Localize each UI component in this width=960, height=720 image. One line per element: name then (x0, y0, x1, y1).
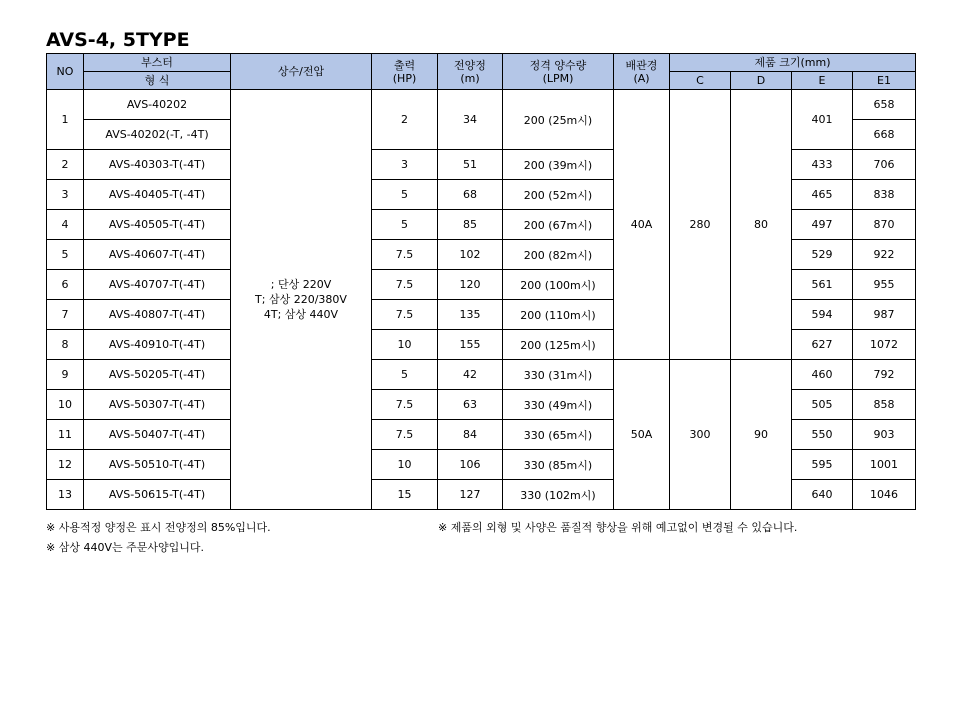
cell-no: 11 (47, 420, 84, 450)
cell-e1: 870 (853, 210, 916, 240)
cell-no: 2 (47, 150, 84, 180)
note-440v: ※ 삼상 440V는 주문사양입니다. (46, 541, 204, 554)
cell-no: 4 (47, 210, 84, 240)
cell-e1: 955 (853, 270, 916, 300)
header-c: C (670, 72, 731, 90)
cell-hp: 7.5 (372, 390, 438, 420)
cell-hp: 5 (372, 180, 438, 210)
cell-flow: 330 (102m시) (503, 480, 614, 510)
cell-head: 120 (438, 270, 503, 300)
cell-head: 135 (438, 300, 503, 330)
cell-hp: 7.5 (372, 240, 438, 270)
cell-e: 550 (792, 420, 853, 450)
cell-hp: 5 (372, 360, 438, 390)
header-head-unit: (m) (460, 71, 480, 85)
cell-e1: 903 (853, 420, 916, 450)
cell-no: 8 (47, 330, 84, 360)
header-booster: 부스터 (84, 54, 231, 72)
header-no: NO (47, 54, 84, 90)
cell-e1: 987 (853, 300, 916, 330)
cell-model: AVS-40910-T(-4T) (84, 330, 231, 360)
header-model: 형 식 (84, 72, 231, 90)
cell-e1: 922 (853, 240, 916, 270)
cell-hp: 7.5 (372, 420, 438, 450)
cell-no: 5 (47, 240, 84, 270)
cell-e1: 1046 (853, 480, 916, 510)
header-flow-unit: (LPM) (542, 71, 574, 85)
cell-e: 594 (792, 300, 853, 330)
header-output (372, 54, 438, 90)
cell-hp: 10 (372, 330, 438, 360)
cell-e: 465 (792, 180, 853, 210)
cell-flow: 200 (110m시) (503, 300, 614, 330)
cell-model: AVS-40405-T(-4T) (84, 180, 231, 210)
cell-pipe: 40A (614, 90, 670, 360)
cell-e1: 838 (853, 180, 916, 210)
header-phase: 상수/전압 (231, 54, 372, 90)
cell-flow: 330 (49m시) (503, 390, 614, 420)
cell-head: 106 (438, 450, 503, 480)
cell-hp: 2 (372, 90, 438, 150)
cell-head: 68 (438, 180, 503, 210)
cell-no: 3 (47, 180, 84, 210)
cell-head: 155 (438, 330, 503, 360)
cell-no: 10 (47, 390, 84, 420)
cell-head: 42 (438, 360, 503, 390)
cell-e: 595 (792, 450, 853, 480)
cell-head: 102 (438, 240, 503, 270)
cell-flow: 200 (82m시) (503, 240, 614, 270)
phase-text (255, 277, 347, 322)
cell-flow: 330 (31m시) (503, 360, 614, 390)
cell-model: AVS-50615-T(-4T) (84, 480, 231, 510)
cell-flow: 200 (125m시) (503, 330, 614, 360)
cell-model: AVS-40505-T(-4T) (84, 210, 231, 240)
header-output-unit: (HP) (392, 71, 417, 85)
cell-head: 34 (438, 90, 503, 150)
cell-e1: 658 (853, 90, 916, 120)
cell-e: 460 (792, 360, 853, 390)
cell-e: 640 (792, 480, 853, 510)
cell-e: 561 (792, 270, 853, 300)
cell-no: 6 (47, 270, 84, 300)
cell-hp: 10 (372, 450, 438, 480)
cell-model: AVS-40607-T(-4T) (84, 240, 231, 270)
cell-e1: 1001 (853, 450, 916, 480)
cell-e: 627 (792, 330, 853, 360)
cell-e: 497 (792, 210, 853, 240)
cell-no: 7 (47, 300, 84, 330)
cell-e1: 668 (853, 120, 916, 150)
cell-c: 280 (670, 90, 731, 360)
cell-model: AVS-50307-T(-4T) (84, 390, 231, 420)
cell-flow: 200 (67m시) (503, 210, 614, 240)
cell-d: 90 (731, 360, 792, 510)
cell-flow: 200 (52m시) (503, 180, 614, 210)
note-head-ratio: ※ 사용적정 양정은 표시 전양정의 85%입니다. (46, 521, 271, 534)
header-d: D (731, 72, 792, 90)
cell-hp: 7.5 (372, 270, 438, 300)
cell-flow: 200 (25m시) (503, 90, 614, 150)
header-e1: E1 (853, 72, 916, 90)
cell-no: 12 (47, 450, 84, 480)
table-row (47, 90, 916, 120)
cell-no: 13 (47, 480, 84, 510)
cell-model: AVS-40807-T(-4T) (84, 300, 231, 330)
header-head-label: 전양정 (454, 58, 486, 72)
table-row (47, 360, 916, 390)
cell-head: 84 (438, 420, 503, 450)
cell-e1: 706 (853, 150, 916, 180)
cell-model: AVS-50205-T(-4T) (84, 360, 231, 390)
phase-line: 4T; 삼상 440V (263, 308, 339, 321)
cell-hp: 15 (372, 480, 438, 510)
cell-head: 85 (438, 210, 503, 240)
cell-model: AVS-40202(-T, -4T) (84, 120, 231, 150)
cell-flow: 200 (39m시) (503, 150, 614, 180)
cell-hp: 3 (372, 150, 438, 180)
cell-model: AVS-40202 (84, 90, 231, 120)
cell-e1: 1072 (853, 330, 916, 360)
cell-hp: 5 (372, 210, 438, 240)
cell-e1: 858 (853, 390, 916, 420)
cell-hp: 7.5 (372, 300, 438, 330)
cell-no: 1 (47, 90, 84, 150)
header-output-label: 출력 (393, 58, 416, 72)
cell-e: 433 (792, 150, 853, 180)
cell-model: AVS-50510-T(-4T) (84, 450, 231, 480)
header-pipe (614, 54, 670, 90)
cell-model: AVS-40707-T(-4T) (84, 270, 231, 300)
cell-d: 80 (731, 90, 792, 360)
cell-flow: 200 (100m시) (503, 270, 614, 300)
cell-e: 401 (792, 90, 853, 150)
cell-phase-voltage (231, 90, 372, 510)
header-pipe-unit: (A) (633, 71, 650, 85)
spec-table (46, 53, 916, 510)
cell-head: 127 (438, 480, 503, 510)
cell-pipe: 50A (614, 360, 670, 510)
header-flow (503, 54, 614, 90)
cell-e: 505 (792, 390, 853, 420)
header-flow-label: 정격 양수량 (529, 58, 587, 72)
page-title: AVS-4, 5TYPE (46, 29, 190, 51)
cell-model: AVS-50407-T(-4T) (84, 420, 231, 450)
cell-e1: 792 (853, 360, 916, 390)
header-e: E (792, 72, 853, 90)
cell-model: AVS-40303-T(-4T) (84, 150, 231, 180)
phase-line: T; 삼상 220/380V (255, 293, 347, 306)
cell-no: 9 (47, 360, 84, 390)
cell-head: 63 (438, 390, 503, 420)
header-size: 제품 크기(mm) (670, 54, 916, 72)
cell-c: 300 (670, 360, 731, 510)
header-head (438, 54, 503, 90)
cell-head: 51 (438, 150, 503, 180)
cell-flow: 330 (85m시) (503, 450, 614, 480)
note-spec-change: ※ 제품의 외형 및 사양은 품질적 향상을 위해 예고없이 변경될 수 있습니다. (438, 521, 798, 534)
header-pipe-label: 배관경 (625, 58, 658, 72)
phase-line: ; 단상 220V (270, 278, 332, 291)
cell-e: 529 (792, 240, 853, 270)
cell-flow: 330 (65m시) (503, 420, 614, 450)
